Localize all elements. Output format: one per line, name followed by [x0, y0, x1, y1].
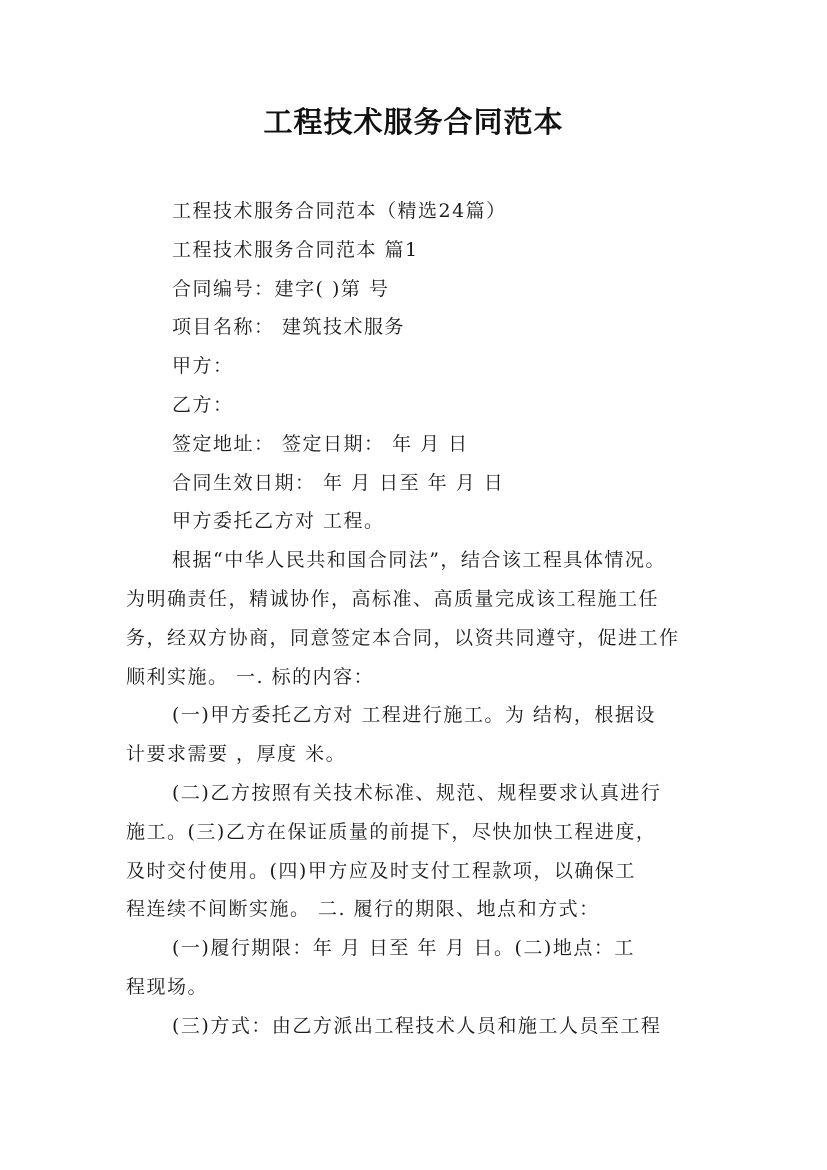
doc-paragraph-line: (二)乙方按照有关技术标准、规范、规程要求认真进行: [172, 781, 662, 804]
doc-line-effective-date: 合同生效日期： 年 月 日至 年 月 日: [172, 471, 505, 494]
doc-paragraph-line: 根据“中华人民共和国合同法”，结合该工程具体情况。: [172, 549, 666, 572]
doc-line-party-a: 甲方：: [172, 355, 234, 378]
doc-paragraph-line: (一)甲方委托乙方对 工程进行施工。为 结构，根据设: [172, 704, 656, 727]
doc-line-contract-number: 合同编号：建字( )第 号: [172, 277, 390, 300]
doc-paragraph-line: 顺利实施。 一. 标的内容：: [126, 665, 375, 688]
doc-line-section-heading: 工程技术服务合同范本 篇1: [172, 238, 419, 261]
doc-line-party-b: 乙方：: [172, 393, 234, 416]
doc-paragraph-line: 为明确责任，精诚协作，高标准、高质量完成该工程施工任: [126, 587, 660, 610]
doc-paragraph-line: 及时交付使用。(四)甲方应及时支付工程款项，以确保工: [126, 859, 636, 882]
doc-line-signing-info: 签定地址： 签定日期： 年 月 日: [172, 432, 469, 455]
doc-line-subtitle: 工程技术服务合同范本（精选24篇）: [172, 200, 507, 222]
doc-paragraph-item-2: [126, 774, 716, 929]
document-body: [126, 192, 716, 1046]
doc-paragraph-line: 程现场。: [126, 975, 209, 998]
doc-line-project-name: 项目名称： 建筑技术服务: [172, 316, 406, 339]
doc-paragraph-method: [126, 1007, 716, 1046]
doc-paragraph-line: 程连续不间断实施。 二. 履行的期限、地点和方式：: [126, 898, 600, 921]
doc-paragraph-line: 计要求需要 ，厚度 米。: [126, 743, 347, 766]
doc-paragraph-line: 施工。(三)乙方在保证质量的前提下，尽快加快工程进度，: [126, 820, 657, 843]
doc-paragraph-line: (三)方式：由乙方派出工程技术人员和施工人员至工程: [172, 1014, 662, 1037]
document-title: 工程技术服务合同范本: [263, 105, 564, 139]
doc-paragraph-item-1: [126, 696, 716, 774]
doc-paragraph-basis: [126, 541, 716, 696]
doc-paragraph-line: (一)履行期限：年 月 日至 年 月 日。(二)地点：工: [172, 937, 635, 960]
doc-paragraph-line: 务，经双方协商，同意签定本合同，以资共同遵守，促进工作: [126, 626, 680, 649]
doc-line-entrustment: 甲方委托乙方对 工程。: [172, 510, 385, 533]
doc-paragraph-term: [126, 929, 716, 1007]
